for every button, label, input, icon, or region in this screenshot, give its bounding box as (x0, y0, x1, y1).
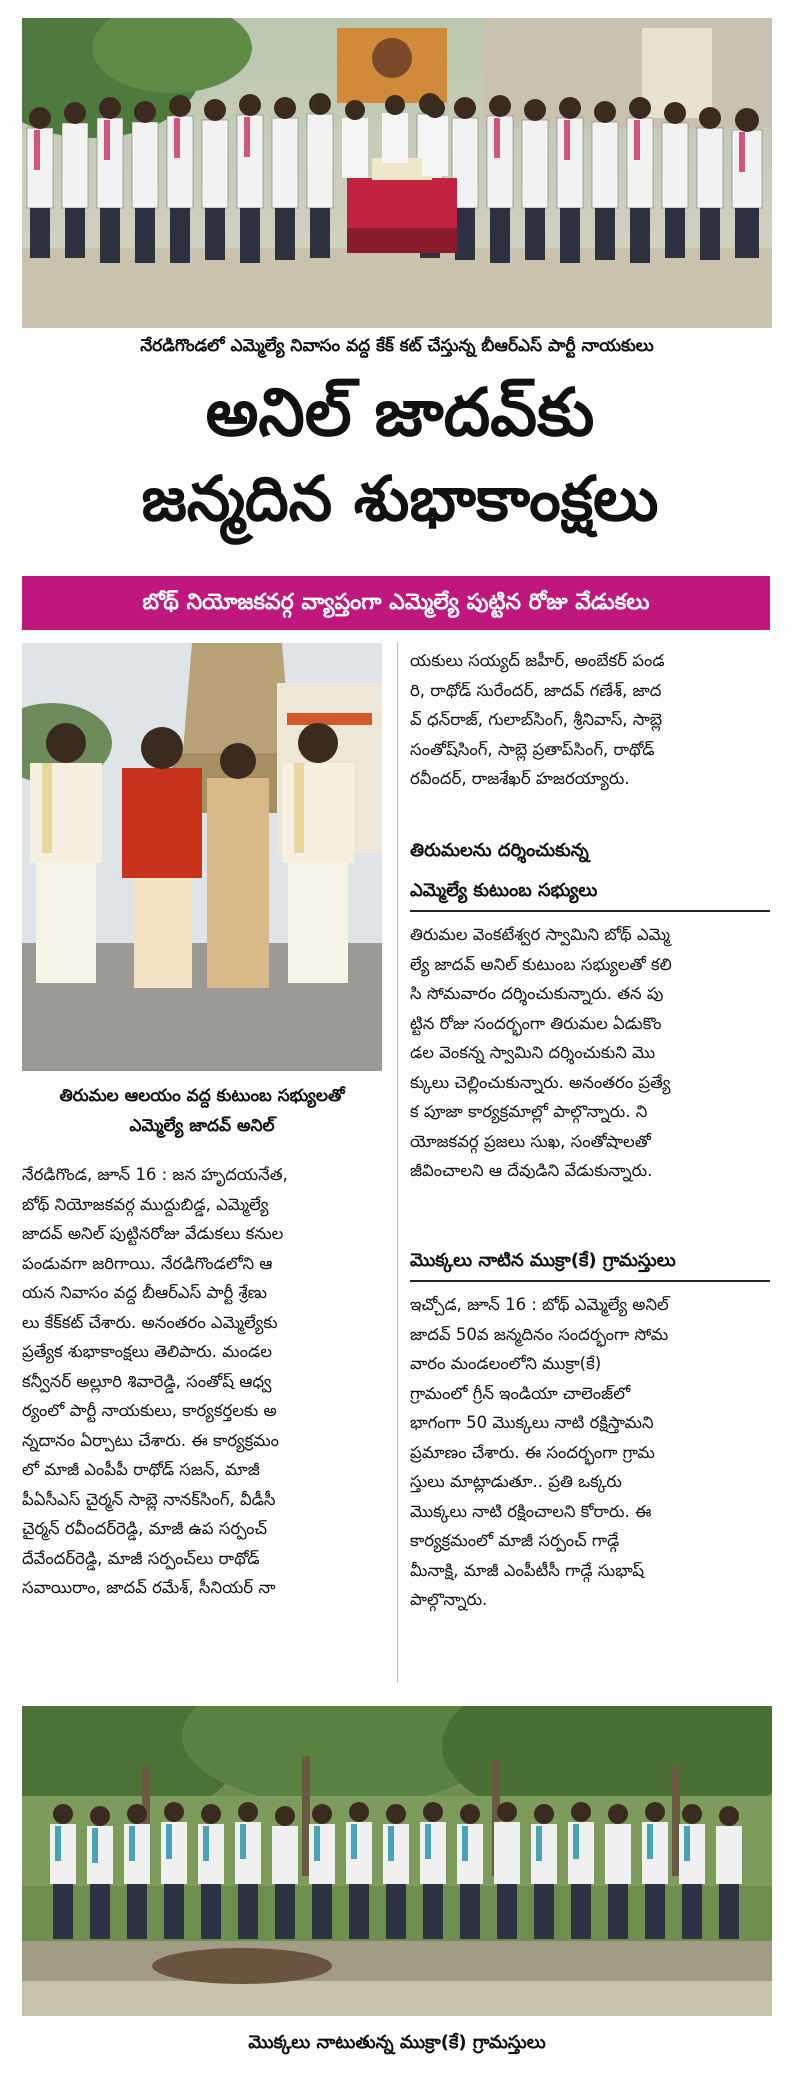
article-line: ట్టిన రోజు సందర్భంగా తిరుమల ఏడుకొం (410, 1013, 662, 1033)
article-line: ఇచ్చోడ, జూన్ 16 : బోథ్ ఎమ్మెల్యే అనిల్ (410, 1295, 669, 1314)
tree-planting-caption: మొక్కలు నాటుతున్న ముక్రా(కే) గ్రామస్తులు (248, 2032, 546, 2053)
article-line: మొక్కలు నాటి రక్షించాలని కోరారు. ఈ (410, 1501, 652, 1521)
tree-planting-photo (22, 1706, 772, 2016)
article-line: స్తులు మాట్లాడుతూ.. ప్రతి ఒక్కరు (410, 1472, 622, 1491)
headline-line2: జన్మదిన శుభాకాంక్షలు (141, 462, 659, 535)
cake-cutting-photo-art (22, 18, 772, 328)
article-line: తిరుమల వెంకటేశ్వర స్వామిని బోథ్ ఎమ్మె (410, 925, 671, 944)
article-line: సవాయిరాం, జాదవ్ రమేశ్, సీనియర్ నా (22, 1578, 276, 1597)
tirumala-caption-line2: ఎమ్మెల్యే జాదవ్ అనిల్ (129, 1116, 275, 1136)
article-line: న్నదానం ఏర్పాటు చేశారు. ఈ కార్యక్రమం (22, 1430, 280, 1450)
article-line: దేవేందర్‌రెడ్డి, మాజీ సర్పంచ్‌లు రాథోడ్ (22, 1548, 260, 1568)
article-line: రవీందర్, రాజశేఖర్ హజరయ్యారు. (410, 769, 630, 788)
article-line: క పూజా కార్యక్రమాల్లో పాల్గొన్నారు. ని (410, 1102, 648, 1121)
section2-title-underline (410, 1280, 770, 1282)
article-line: యకులు సయ్యద్ జహీర్, అంబేకర్ పండ (410, 651, 665, 670)
tirumala-family-photo-art (22, 643, 382, 1071)
family-member-3 (207, 743, 269, 988)
article-line: లు కేక్‌కట్ చేశారు. అనంతరం ఎమ్మెల్యేకు (22, 1312, 278, 1332)
article-line: క్కులు చెల్లించుకున్నారు. అనంతరం ప్రత్యే (410, 1072, 671, 1092)
article-line: యోజకవర్గ ప్రజలు సుఖ, సంతోషాలతో (410, 1131, 651, 1151)
article-line: కన్వీనర్ అల్లూరి శివారెడ్డి, సంతోష్ ఆధ్వ (22, 1371, 272, 1391)
article-line: యన నివాసం వద్ద బీఆర్ఎస్ పార్టీ శ్రేణు (22, 1283, 267, 1302)
article-line: జీవించాలని ఆ దేవుడిని వేడుకున్నారు. (410, 1161, 653, 1180)
cake-cutting-caption: నేరడిగొండలో ఎమ్మెల్యే నివాసం వద్ద కేక్ కట్ చేస్తున్న బీఆర్ఎస్ పార్టీ నాయకులు (140, 336, 654, 356)
article-line: ల్యే జాదవ్ అనిల్ కుటుంబ సభ్యులతో కలి (410, 954, 672, 974)
article-line: పీఏసీఎస్ చైర్మన్ సాబ్లె నానక్‌సింగ్, వీడీసీ (22, 1489, 276, 1509)
article-line: ర్యంలో పార్టీ నాయకులు, కార్యకర్తలకు అ (22, 1401, 277, 1420)
article-line: డల వెంకన్న స్వామిని దర్శించుకుని మొ (410, 1043, 656, 1062)
right-column-intro (410, 646, 772, 794)
article-line: వారం మండలంలోని ముక్రా(కే) (410, 1354, 602, 1373)
article-line: జాదవ్ 50వ జన్మదినం సందర్భంగా సోమ (410, 1324, 669, 1344)
article-line: నేరడిగొండ, జూన్ 16 : జన హృదయనేత, (22, 1165, 288, 1184)
article-line: వ్ ధన్‌రాజ్, గులాబ్‌సింగ్, శ్రీనివాస్, సాబ్లె (410, 710, 663, 729)
article-line: మీనాక్షి, మాజీ ఎంపీటీసీ గాడ్గే సుభాష్ (410, 1560, 645, 1580)
section1-title-line1: తిరుమలను దర్శించుకున్న (410, 840, 589, 861)
section2-title: మొక్కలు నాటిన ముక్రా(కే) గ్రామస్తులు (410, 1250, 676, 1271)
cake-cutting-photo (22, 18, 772, 328)
left-column (22, 1160, 384, 1603)
tree-planting-photo-art (22, 1706, 772, 2016)
article-line: పాల్గొన్నారు. (410, 1590, 488, 1609)
tirumala-family-photo (22, 643, 382, 1071)
article-line: గ్రామంలో గ్రీన్ ఇండియా చాలెంజ్‌లో (410, 1383, 631, 1403)
section1-body (410, 920, 772, 1186)
article-line: సి సోమవారం దర్శించుకున్నారు. తన పు (410, 984, 664, 1003)
article-line: బోథ్ నియోజకవర్గ ముద్దుబిడ్డ, ఎమ్మెల్యే (22, 1194, 269, 1214)
article-line: భాగంగా 50 మొక్కలు నాటి రక్షిస్తామని (410, 1413, 654, 1432)
article-line: చైర్మన్ రవీందర్‌రెడ్డి, మాజీ ఉప సర్పంచ్ (22, 1519, 268, 1538)
headline-line1: అనిల్ జాదవ్‌కు (205, 374, 595, 451)
article-line: కార్యక్రమంలో మాజీ సర్పంచ్ గాడ్గే (410, 1531, 620, 1550)
subheadline-banner: బోథ్ నియోజకవర్గ వ్యాప్తంగా ఎమ్మెల్యే పుట్టిన రోజు వేడుకలు (22, 576, 770, 630)
section2-body (410, 1290, 772, 1615)
article-line: ప్రమాణం చేశారు. ఈ సందర్భంగా గ్రామ (410, 1442, 655, 1462)
article-line: సంతోష్‌సింగ్, సాబ్లె ప్రతాప్‌సింగ్, రాథోడ్ (410, 739, 655, 759)
tirumala-caption-line1: తిరుమల ఆలయం వద్ద కుటుంబ సభ్యులతో (59, 1086, 345, 1106)
section1-title-underline (410, 910, 770, 912)
article-line: పండువగా జరిగాయి. నేరడిగొండలోని ఆ (22, 1253, 273, 1273)
article-line: జాదవ్ అనిల్ పుట్టినరోజు వేడుకలు కనుల (22, 1224, 284, 1243)
article-line: రి, రాథోడ్ సురేందర్, జాదవ్ గణేశ్, జాద (410, 680, 662, 700)
column-divider (397, 643, 398, 1683)
section1-title-line2: ఎమ్మెల్యే కుటుంబ సభ్యులు (410, 880, 598, 901)
article-line: ప్రత్యేక శుభాకాంక్షలు తెలిపారు. మండల (22, 1342, 272, 1361)
article-line: లో మాజీ ఎంపీపీ రాథోడ్ సజన్, మాజీ (22, 1460, 260, 1479)
